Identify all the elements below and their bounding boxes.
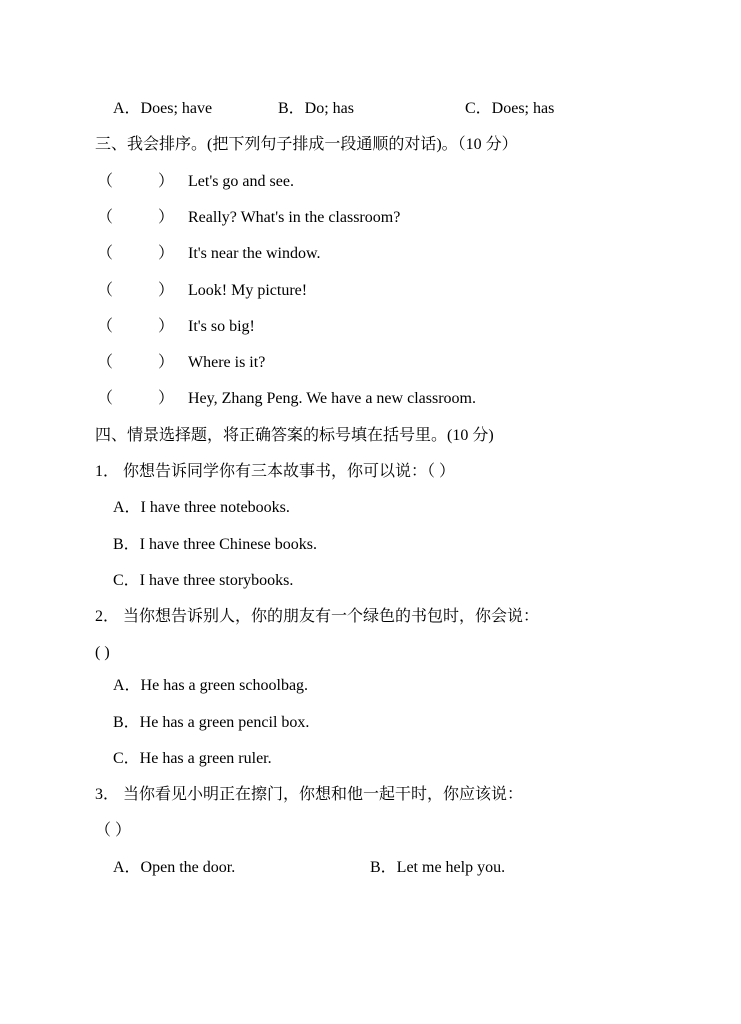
section4-heading: 四、情景选择题，将正确答案的标号填在括号里。(10 分) — [95, 427, 494, 444]
close-paren: ） — [158, 354, 175, 371]
open-paren: （ — [97, 282, 114, 299]
q3-answer-blank: （ ） — [95, 822, 132, 839]
question-2: 2． 当你想告诉别人，你的朋友有一个绿色的书包时，你会说： — [95, 608, 540, 625]
ordering-sentence: Hey, Zhang Peng. We have a new classroom. — [188, 390, 476, 407]
close-paren: ） — [158, 245, 175, 262]
option-b-do-has: B．Do; has — [278, 100, 355, 117]
q3-option-a: A．Open the door. — [113, 859, 236, 876]
open-paren: （ — [97, 354, 114, 371]
close-paren: ） — [158, 390, 175, 407]
q2-option-c: C．He has a green ruler. — [113, 750, 272, 767]
ordering-sentence: Look! My picture! — [188, 282, 308, 299]
ordering-sentence: Really? What's in the classroom? — [188, 209, 401, 226]
q1-option-c: C．I have three storybooks. — [113, 572, 294, 589]
question-3: 3． 当你看见小明正在擦门，你想和他一起干时，你应该说： — [95, 786, 524, 803]
q2-option-b: B．He has a green pencil box. — [113, 714, 310, 731]
close-paren: ） — [158, 209, 175, 226]
open-paren: （ — [97, 173, 114, 190]
ordering-sentence: Let's go and see. — [188, 173, 294, 190]
q3-option-b: B．Let me help you. — [370, 859, 506, 876]
open-paren: （ — [97, 209, 114, 226]
open-paren: （ — [97, 245, 114, 262]
open-paren: （ — [97, 318, 114, 335]
open-paren: （ — [97, 390, 114, 407]
q1-option-a: A．I have three notebooks. — [113, 499, 290, 516]
option-c-does-has: C．Does; has — [465, 100, 555, 117]
q2-option-a: A．He has a green schoolbag. — [113, 677, 309, 694]
question-1: 1． 你想告诉同学你有三本故事书，你可以说：（ ） — [95, 463, 456, 480]
close-paren: ） — [158, 173, 175, 190]
q2-answer-blank: ( ) — [95, 644, 110, 661]
ordering-sentence: It's so big! — [188, 318, 255, 335]
close-paren: ） — [158, 282, 175, 299]
q1-option-b: B．I have three Chinese books. — [113, 536, 317, 553]
close-paren: ） — [158, 318, 175, 335]
section3-heading: 三、我会排序。(把下列句子排成一段通顺的对话)。（10 分） — [95, 136, 518, 153]
ordering-sentence: It's near the window. — [188, 245, 321, 262]
option-a-does-have: A．Does; have — [113, 100, 213, 117]
ordering-sentence: Where is it? — [188, 354, 266, 371]
